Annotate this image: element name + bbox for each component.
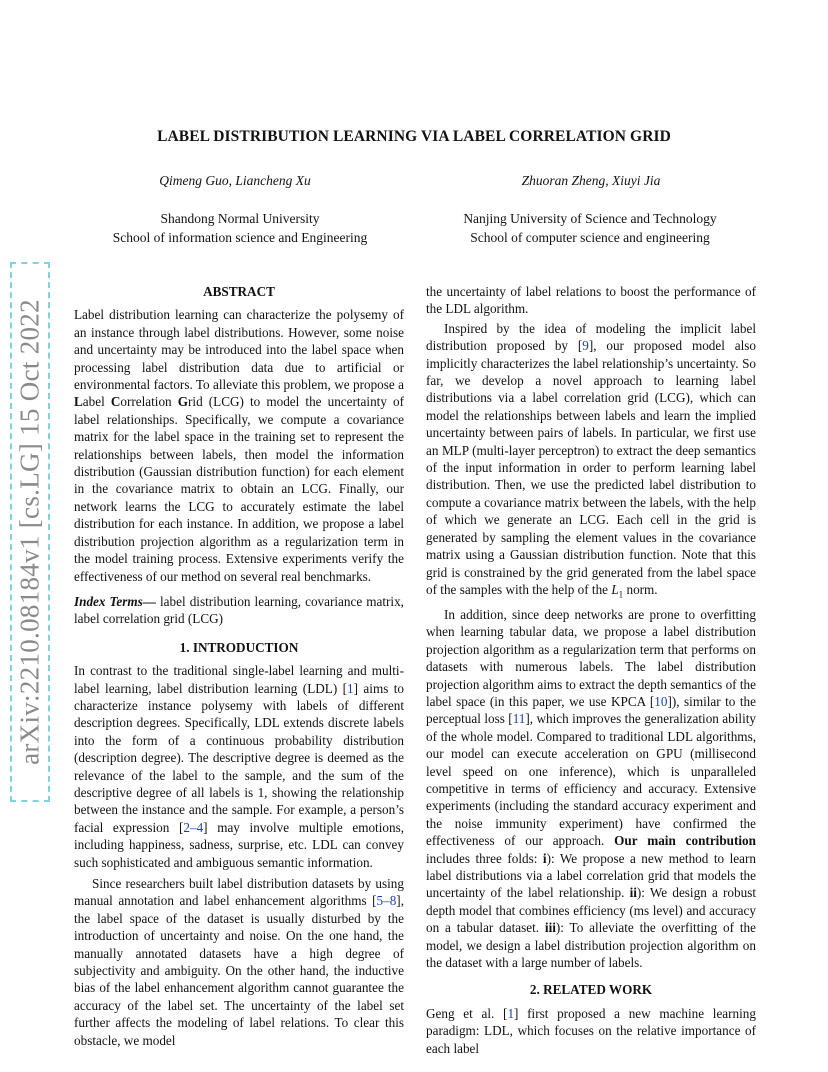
authors-left: Qimeng Guo, Liancheng Xu	[159, 173, 311, 188]
arxiv-sidebar-stamp	[10, 262, 50, 802]
affiliation-left	[70, 209, 410, 247]
abstract-heading: ABSTRACT	[203, 284, 275, 299]
affiliation-left-school: School of information science and Engineering	[112, 230, 368, 245]
citation-link[interactable]: 2–4	[183, 819, 204, 835]
intro-paragraph-2-continued: the uncertainty of label relations to boost the performance of the LDL algorithm.	[426, 284, 756, 317]
arxiv-id: arXiv:2210.08184v1 [cs.LG] 15 Oct 2022	[14, 299, 45, 765]
citation-link[interactable]: 11	[512, 711, 526, 727]
citation-link[interactable]: 9	[582, 338, 589, 354]
affiliation-right-school: School of computer science and engineering	[470, 230, 710, 245]
citation-link[interactable]: 10	[654, 693, 668, 709]
intro-paragraph-3: Inspired by the idea of modeling the implicit label distribution proposed by [9], our proposed model also implicitly characterizes the label relationship’s uncertainty. So far, we develop a novel approach to learning label distributions via a label correlation grid (LCG), which can model the relationships between labels and learn the implied uncertainty between pairs of labels. In particular, we first use an MLP (multi-layer perceptron) to extract the deep semantics of the input information in order to perform learning label distribution. Then, we use the predicted label distribution to compute a covariance matrix between the labels, with the help of which we generate an LCG. Each cell in the grid is generated by sampling the element values in the covariance matrix using a Gaussian distribution function. Note that this grid is constrained by the grid generated from the label space of the samples with the help of the $L_1$ norm.	[426, 320, 756, 600]
intro-paragraph-4: In addition, since deep networks are prone to overfitting when learning tabular data, we propose a label distribution projection algorithm as a regularization term that performs on datasets with numerous labels. The label distribution projection algorithm aims to extract the depth semantics of the label space (in this paper, we use KPCA [10]), similar to the perceptual loss [11], which improves the generalization ability of the whole model. Compared to traditional LDL algorithms, our model can execute acceleration on GPU (millisecond level speed on one inference), which is unparalleled competitive in terms of efficiency and accuracy. Extensive experiments (including the standard accuracy experiment and the noise immunity experiment) have confirmed the effectiveness of our approach. Our main contribution includes three folds: i): We propose a new method to learn label distributions via a label correlation grid that models the uncertainty of the label relationship. ii): We design a robust depth model that combines efficiency (ms level) and accuracy on a tabular dataset. iii): To alleviate the overfitting of the model, we design a label distribution projection algorithm on the dataset with a large number of labels.	[426, 606, 757, 971]
left-column	[74, 283, 404, 1049]
affiliation-right	[420, 209, 760, 247]
citation-link[interactable]: 1	[507, 1005, 515, 1021]
citation-link[interactable]: 1	[347, 680, 354, 696]
citation-link[interactable]: 5–8	[376, 893, 397, 909]
paper-title: LABEL DISTRIBUTION LEARNING VIA LABEL CORRELATION GRID	[157, 128, 671, 145]
intro-paragraph-1: In contrast to the traditional single-label learning and multi-label learning, label distribution learning (LDL) [1] aims to characterize instance polysemy with labels of different description degrees. Specifically, LDL extends discrete labels into the form of a continuous probability distribution (description degree). The descriptive degree is deemed as the relevance of the label to the sample, and the sum of the descriptive degree of all labels is 1, showing the relationship between the instance and the sample. For example, a person’s facial expression [2–4] may involve multiple emotions, including happiness, sadness, surprise, etc. LDL can convey such sophisticated and ambiguous semantic information.	[74, 663, 404, 870]
index-terms: Index Terms— label distribution learning, covariance matrix, label correlation grid (LCG)	[74, 593, 404, 627]
related-paragraph-1: Geng et al. [1] first proposed a new machine learning paradigm: LDL, which focuses on the relative importance of each label	[426, 1005, 756, 1056]
affiliation-right-university: Nanjing University of Science and Technology	[463, 211, 717, 226]
introduction-heading: 1. INTRODUCTION	[179, 639, 299, 655]
abstract-text: Label distribution learning can characterize the polysemy of an instance through label distributions. However, some noise and uncertainty may be introduced into the label space when processing label distribution data due to artificial or environmental factors. To alleviate this problem, we propose a Label Correlation Grid (LCG) to model the uncertainty of label relationships. Specifically, we compute a covariance matrix for the label space in the training set to represent the relationships between labels, then model the information distribution (Gaussian distribution function) for each element in the covariance matrix to obtain an LCG. Finally, our network learns the LCG to accurately estimate the label distribution for each instance. In addition, we propose a label distribution projection algorithm as a regularization term in the model training process. Extensive experiments verify the effectiveness of our method on several real benchmarks.	[74, 307, 404, 584]
right-column	[426, 283, 756, 1057]
authors-right: Zhuoran Zheng, Xiuyi Jia	[521, 173, 661, 188]
affiliation-left-university: Shandong Normal University	[160, 211, 320, 226]
intro-paragraph-2: Since researchers built label distribution datasets by using manual annotation and label enhancement algorithms [5–8], the label space of the dataset is usually disturbed by the introduction of uncertainty and noise. On the one hand, the manually annotated datasets have a high degree of subjectivity and ambiguity. On the other hand, the inductive bias of the label enhancement algorithm cannot guarantee the accuracy of the label set. The uncertainty of the label set further affects the modeling of label relations. To clear this obstacle, we model	[74, 876, 404, 1048]
related-work-heading: 2. RELATED WORK	[529, 982, 653, 998]
